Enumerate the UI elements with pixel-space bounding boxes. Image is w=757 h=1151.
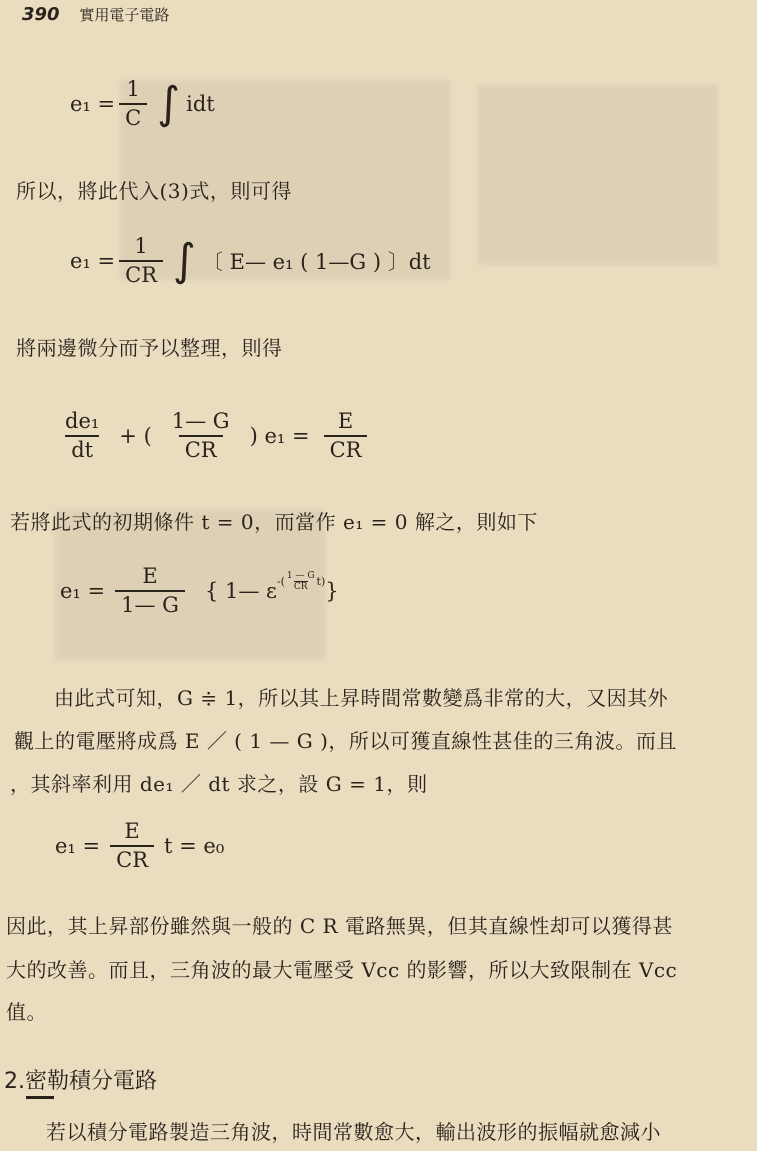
text-line-3: 若將此式的初期條件 t = 0，而當作 e₁ = 0 解之，則如下 — [10, 510, 538, 534]
eq2-numerator: 1 — [134, 234, 148, 258]
eq3-numerator-3: E — [337, 409, 354, 433]
eq2-fraction — [119, 235, 163, 287]
eq3-fraction-2 — [166, 410, 236, 462]
eq4-fraction — [115, 565, 185, 617]
eq3-fraction-3 — [324, 410, 368, 462]
equation-4 — [60, 565, 339, 617]
eq4-brace-close: } — [325, 579, 339, 604]
section-heading — [4, 1064, 157, 1095]
para3-line-1: 若以積分電路製造三角波，時間常數愈大，輸出波形的振幅就愈減小 — [46, 1120, 661, 1144]
para2-line-2: 大的改善。而且，三角波的最大電壓受 Vcc 的影響，所以大致限制在 Vcc — [6, 958, 678, 982]
eq1-denominator: C — [119, 103, 147, 130]
eq4-exp-minus: -( — [276, 574, 285, 588]
eq3-denominator-2: CR — [179, 435, 223, 462]
eq3-fraction-1 — [59, 410, 105, 462]
eq4-lhs: e₁ = — [60, 579, 106, 604]
equation-5 — [55, 820, 224, 872]
eq4-denominator: 1— G — [115, 590, 185, 617]
eq5-rest: t = e₀ — [164, 834, 225, 859]
para2-line-1: 因此，其上昇部份雖然與一般的 C R 電路無異，但其直線性却可以獲得甚 — [6, 914, 673, 938]
heading-underline — [26, 1096, 54, 1099]
eq5-fraction — [110, 820, 154, 872]
equation-2 — [70, 235, 431, 287]
eq3-denominator-1: dt — [65, 435, 99, 462]
equation-1 — [70, 78, 215, 130]
eq4-numerator: E — [142, 564, 158, 588]
eq1-integrand: idt — [186, 92, 215, 117]
integral-sign: ∫ — [157, 78, 181, 130]
eq2-lhs: e₁ = — [70, 249, 116, 274]
eq2-integrand: 〔 E— e₁ ( 1—G ) 〕dt — [201, 250, 431, 275]
para1-line-1: 由此式可知，G ≑ 1，所以其上昇時間常數變爲非常的大，又因其外 — [54, 686, 669, 710]
eq5-lhs: e₁ = — [55, 834, 101, 859]
eq3-denominator-3: CR — [324, 435, 368, 462]
page-number: 390 — [22, 4, 60, 25]
eq3-plus: + ( — [119, 424, 152, 449]
eq4-exp-denominator: CR — [293, 581, 308, 592]
eq3-numerator-1: de₁ — [65, 409, 100, 433]
equation-3 — [55, 410, 371, 462]
page-header — [22, 4, 169, 25]
eq4-exp-numerator: 1 — G — [286, 570, 315, 581]
integral-sign: ∫ — [173, 235, 196, 287]
eq1-lhs: e₁ = — [70, 92, 116, 117]
eq4-brace-open: { 1— ε — [204, 579, 277, 604]
book-title: 實用電子電路 — [79, 6, 170, 24]
eq2-denominator: CR — [119, 260, 163, 287]
para1-line-2: 觀上的電壓將成爲 E ／ ( 1 — G )，所以可獲直線性甚佳的三角波。而且 — [14, 729, 677, 753]
eq4-exponent — [277, 571, 325, 592]
text-line-2: 將兩邊微分而予以整理，則得 — [16, 336, 283, 360]
eq1-fraction — [119, 78, 147, 130]
para2-line-3: 值。 — [6, 1000, 47, 1024]
para1-line-3: ，其斜率利用 de₁ ／ dt 求之，設 G = 1，則 — [10, 772, 428, 796]
eq4-exp-tail: t) — [316, 574, 326, 588]
text-line-1: 所以，將此代入(3)式，則可得 — [16, 179, 292, 203]
eq5-denominator: CR — [110, 845, 154, 872]
eq3-numerator-2: 1— G — [171, 409, 230, 433]
eq5-numerator: E — [124, 819, 140, 843]
eq1-numerator: 1 — [126, 77, 140, 101]
section-title: 2.密勒積分電路 — [4, 1069, 157, 1094]
eq3-close: ) e₁ = — [249, 424, 310, 449]
eq4-exp-fraction — [287, 571, 315, 592]
